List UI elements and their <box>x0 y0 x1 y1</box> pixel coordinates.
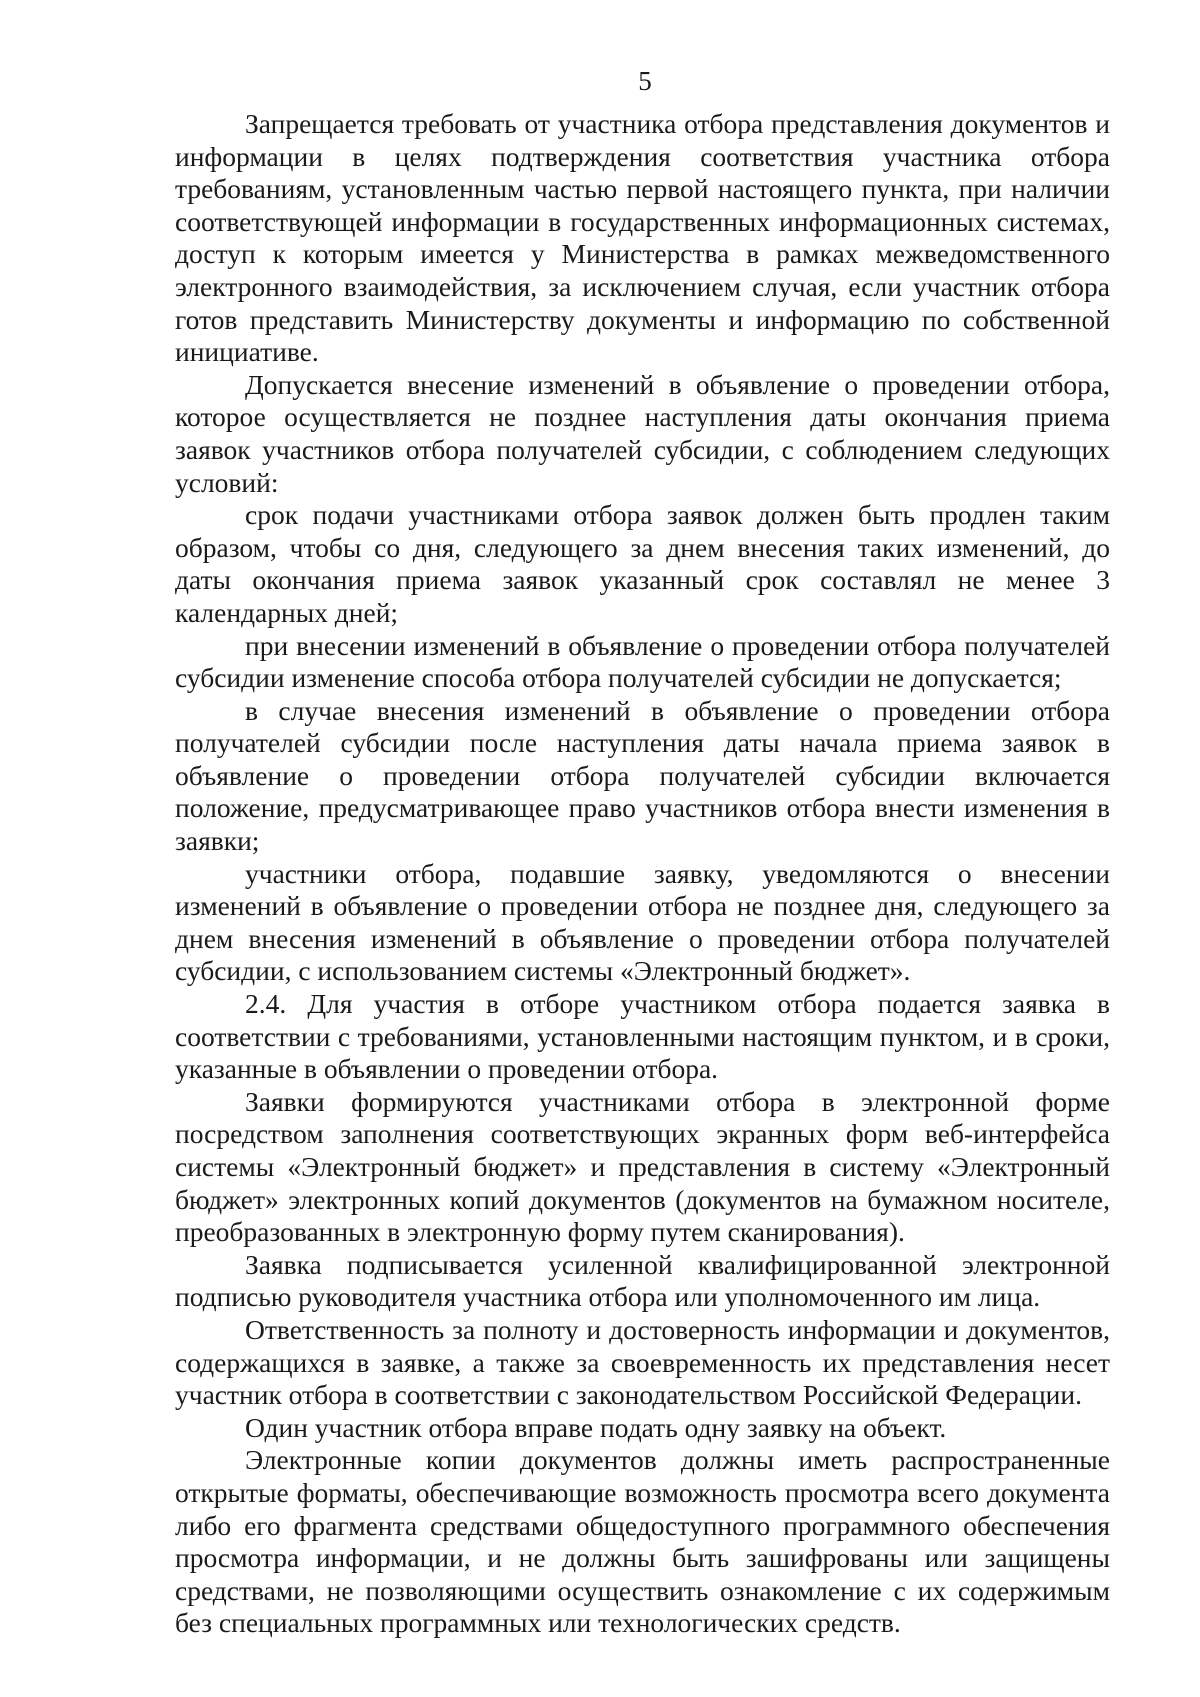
page-number: 5 <box>638 66 652 96</box>
paragraph-electronic-form: Заявки формируются участниками отбора в электронной форме посредством заполнения соответствующих экранных форм веб-интерфейса системы «Электронный бюджет» и представления в систему «Электронный бюджет» электронных копий документов (документов на бумажном носителе, преобразованных в электронную форму путем сканирования). <box>175 1085 1110 1248</box>
paragraph-single-application: Один участник отбора вправе подать одну заявку на объект. <box>245 1411 947 1443</box>
document-body <box>175 108 1110 1640</box>
paragraph-section-2-4: 2.4. Для участия в отборе участником отбора подается заявка в соответствии с требованиями, установленными настоящим пунктом, и в сроки, указанные в объявлении о проведении отбора. <box>175 988 1110 1085</box>
paragraph-electronic-signature: Заявка подписывается усиленной квалифицированной электронной подписью руководителя участника отбора или уполномоченного им лица. <box>175 1248 1110 1313</box>
paragraph-right-to-amend: в случае внесения изменений в объявление о проведении отбора получателей субсидии после наступления даты начала приема заявок в объявление о проведении отбора получателей субсидии включается положение, предусматривающее право участников отбора внести изменения в заявки; <box>175 694 1110 857</box>
paragraph-announcement-changes: Допускается внесение изменений в объявление о проведении отбора, которое осуществляется не позднее наступления даты окончания приема заявок участников отбора получателей субсидии, с соблюдением следующих условий: <box>175 368 1110 498</box>
paragraph-documents-prohibition: Запрещается требовать от участника отбора представления документов и информации в целях подтверждения соответствия участника отбора требованиям, установленным частью первой настоящего пункта, при наличии соответствующей информации в государственных информационных системах, доступ к которым имеется у Министерства в рамках межведомственного электронного взаимодействия, за исключением случая, если участник отбора готов представить Министерству документы и информацию по собственной инициативе. <box>175 108 1110 368</box>
paragraph-participant-notification: участники отбора, подавшие заявку, уведомляются о внесении изменений в объявление о проведении отбора не позднее дня, следующего за днем внесения изменений в объявление о проведении отбора получателей субсидии, с использованием системы «Электронный бюджет». <box>175 857 1110 987</box>
paragraph-file-formats: Электронные копии документов должны иметь распространенные открытые форматы, обеспечивающие возможность просмотра всего документа либо его фрагмента средствами общедоступного программного обеспечения просмотра информации, и не должны быть зашифрованы или защищены средствами, не позволяющими осуществить ознакомление с их содержимым без специальных программных или технологических средств. <box>175 1444 1110 1639</box>
paragraph-responsibility: Ответственность за полноту и достоверность информации и документов, содержащихся в заявке, а также за своевременность их представления несет участник отбора в соответствии с законодательством Российской Федерации. <box>175 1313 1110 1411</box>
paragraph-deadline-extension: срок подачи участниками отбора заявок должен быть продлен таким образом, чтобы со дня, следующего за днем внесения таких изменений, до даты окончания приема заявок указанный срок составлял не менее 3 календарных дней; <box>175 499 1110 628</box>
paragraph-method-unchanged: при внесении изменений в объявление о проведении отбора получателей субсидии изменение способа отбора получателей субсидии не допускается; <box>175 629 1110 694</box>
